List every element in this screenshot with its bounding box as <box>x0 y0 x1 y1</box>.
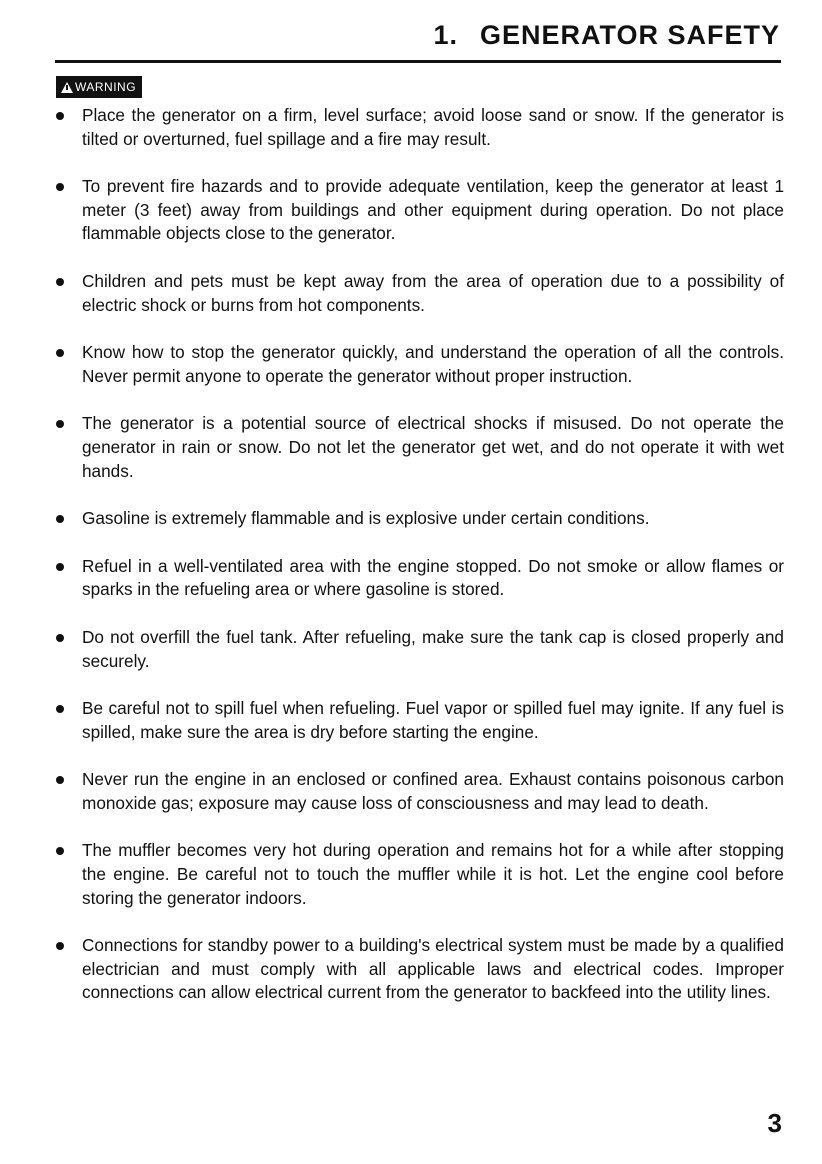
bullet-icon <box>56 278 64 286</box>
page-number: 3 <box>767 1108 782 1138</box>
list-item-text: Do not overfill the fuel tank. After refueling, make sure the tank cap is closed properly and securely. <box>82 626 784 671</box>
section-title-text: GENERATOR SAFETY <box>479 20 780 50</box>
list-item <box>54 270 784 317</box>
bullet-icon <box>56 942 64 950</box>
title-divider <box>55 60 781 63</box>
list-item-text: Connections for standby power to a building's electrical system must be made by a qualified electrician and must comply with all applicable laws and electrical codes. Improper connections can allow electrical current from the generator to backfeed into the utility lines. <box>82 935 784 1003</box>
bullet-icon <box>56 776 64 784</box>
list-item-text: The muffler becomes very hot during operation and remains hot for a while after stopping the engine. Be careful not to touch the muffler while it is hot. Let the engine cool before storing the generator indoors. <box>82 840 784 908</box>
list-item-text: To prevent fire hazards and to provide adequate ventilation, keep the generator at least 1 meter (3 feet) away from buildings and other equipment during operation. Do not place flammable objects close to the generator. <box>82 176 784 244</box>
list-item-text: Gasoline is extremely flammable and is explosive under certain conditions. <box>82 508 650 529</box>
warning-label: WARNING <box>75 80 137 94</box>
list-item-text: The generator is a potential source of electrical shocks if misused. Do not operate the generator in rain or snow. Do not let the generator get wet, and do not operate it with wet hands. <box>82 413 784 481</box>
list-item <box>54 175 784 246</box>
list-item <box>54 697 784 744</box>
list-item-text: Be careful not to spill fuel when refueling. Fuel vapor or spilled fuel may ignite. If any fuel is spilled, make sure the area is dry before starting the engine. <box>82 698 784 742</box>
bullet-icon <box>56 634 64 642</box>
bullet-icon <box>56 349 64 357</box>
bullet-icon <box>56 420 64 428</box>
list-item-text: Never run the engine in an enclosed or confined area. Exhaust contains poisonous carbon monoxide gas; exposure may cause loss of consciousness and may lead to death. <box>82 769 784 813</box>
warning-badge <box>56 76 142 98</box>
list-item <box>54 839 784 910</box>
list-item-text: Children and pets must be kept away from the area of operation due to a possibility of electric shock or burns from hot components. <box>82 270 784 315</box>
list-item-text: Refuel in a well-ventilated area with the engine stopped. Do not smoke or allow flames or sparks in the refueling area or where gasoline is stored. <box>82 555 784 600</box>
page-title <box>433 20 780 51</box>
list-item <box>54 104 784 151</box>
list-item-text: Place the generator on a firm, level surface; avoid loose sand or snow. If the generator is tilted or overturned, fuel spillage and a fire may result. <box>82 105 784 149</box>
bullet-icon <box>56 563 64 571</box>
warning-triangle-icon <box>61 82 73 93</box>
list-item <box>54 626 784 673</box>
list-item <box>54 555 784 602</box>
bullet-icon <box>56 847 64 855</box>
section-number: 1. <box>433 20 458 50</box>
safety-list <box>54 104 784 1029</box>
bullet-icon <box>56 515 64 523</box>
list-item <box>54 341 784 388</box>
bullet-icon <box>56 183 64 191</box>
bullet-icon <box>56 112 64 120</box>
bullet-icon <box>56 705 64 713</box>
list-item <box>54 768 784 815</box>
list-item <box>54 412 784 483</box>
list-item-text: Know how to stop the generator quickly, and understand the operation of all the controls. Never permit anyone to operate the generator without proper instruction. <box>82 342 784 386</box>
list-item <box>54 507 784 531</box>
list-item <box>54 934 784 1005</box>
